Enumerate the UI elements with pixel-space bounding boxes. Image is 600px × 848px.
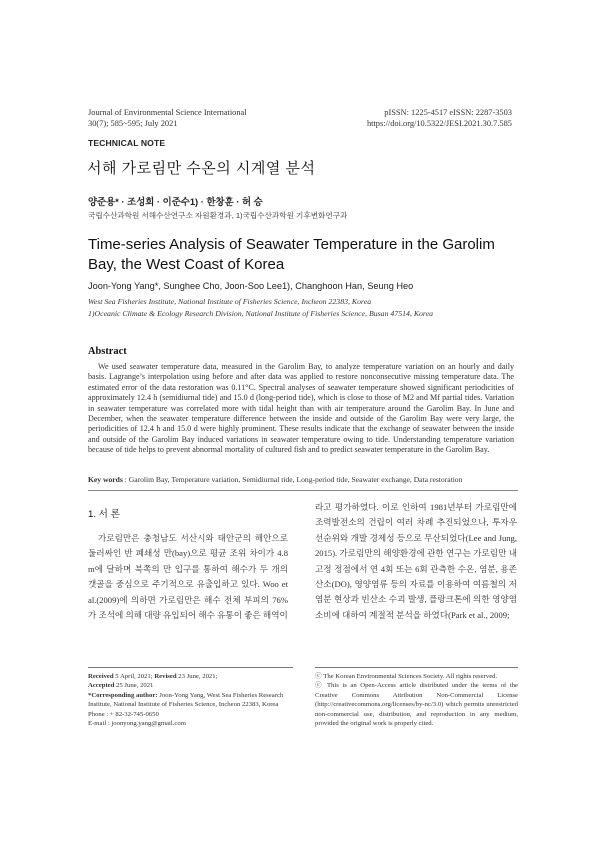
received-date: 5 April, 2021; — [113, 673, 155, 680]
copyright-line: ⓒ The Korean Environmental Sciences Society. All rights reserved. — [315, 673, 498, 680]
keywords-text: : Garolim Bay, Temperature variation, Semidiurnal tide, Long-period tide, Seawater exchange, Data restoration — [122, 475, 463, 484]
korean-affiliation: 국립수산과학원 서해수산연구소 자원환경과, 1)국립수산과학원 기후변화연구과 — [88, 211, 348, 220]
email[interactable]: E-mail : joonyong.yang@gmail.com — [88, 720, 186, 728]
accepted-label: Accepted — [88, 682, 115, 690]
footer-divider-right — [315, 667, 518, 668]
intro-paragraph-left: 가로림만은 충청남도 서산시와 태안군의 해안으로 둘러싸인 반 폐쇄성 만(bay)으로 평균 조위 차이가 4.8 m에 달하며 북쪽의 만 입구를 통하여 해수가 두 개의 갯골을 중심으로 주기적으로 유출입하고 있다. Woo et al.(2009)에 의하면 가로림만은 해수 전체 부피의 76%가 조석에 의해 대량 유입되어 해수 유통이 좋은 해역이 — [88, 533, 288, 621]
doi-link[interactable]: https://doi.org/10.5322/JESI.2021.30.7.585 — [366, 119, 512, 128]
korean-authors: 양준용* · 조성희 · 이준수1) · 한창훈 · 허 승 — [88, 196, 263, 207]
body-column-right — [315, 500, 517, 623]
revised-label: Revised — [154, 673, 177, 680]
abstract-body — [88, 362, 514, 456]
affiliation-2: 1)Oceanic Climate & Ecology Research Division, National Institute of Fisheries Science, Busan 47514, Korea — [88, 309, 434, 318]
license-text: ⓒ This is an Open-Access article distributed under the terms of the Creative Commons Attribution Non-Commercial License (http://creativecommons.org/licenses/by-nc/3.0) which permits unrestricted non-commercial use, distribution, and reproduction in any medium, provided the original work is properly cited. — [315, 682, 518, 728]
revised-date: 23 June, 2021; — [176, 673, 218, 680]
intro-paragraph-right: 라고 평가하였다. 이로 인하여 1981년부터 가로림만에 조력발전소의 건립이 여러 차례 추진되었으나, 투자우선순위와 개발 경제성 등으로 무산되었다(Lee and Jung, 2015). 가로림만의 해양환경에 관한 연구는 가로림만 내 고정 정점에서 연 4회 또는 6회 관측한 수온, 염분, 용존산소(DO), 영양염류 등의 자료를 이용하여 여름철의 저염분 현상과 빈산소 수괴 발생, 플랑크톤에 의한 영양염 소비에 대하여 계절적 분석을 하였다(Park et al., 2009; — [315, 502, 517, 620]
footnote-copyright — [315, 672, 518, 728]
affiliation-1: West Sea Fisheries Institute, National Institute of Fisheries Science, Incheon 22383, Korea — [88, 297, 372, 306]
english-authors: Joon-Yong Yang*, Sunghee Cho, Joon-Soo Lee1), Changhoon Han, Seung Heo — [88, 281, 414, 291]
english-affiliations — [88, 296, 518, 320]
accepted-line — [88, 681, 293, 690]
phone: Phone : + 82-32-745-0650 — [88, 710, 159, 718]
abstract-text: We used seawater temperature data, measured in the Garolim Bay, to analyze temperature variation on an hourly and daily basis. Lagrange’s interpolation using before and after data was applied to restore nonconsecutive missing temperature data. The estimated error of the data restoration was 0.11°C. Spectral analyses of seawater temperature showed significant periodicities of approximately 12.4 h (semidiurnal tide) and 15.0 d (long-period tide), which is close to those of M2 and Mf partial tides. Variation in seawater temperature was correlated more with tidal height than with air temperature around the Garolim Bay. In June and December, when the seawater temperature difference between the inside and outside of the Garolim Bay were very large, the periodicities of 12.4 h and 15.0 d were highly prominent. These results indicate that the exchange of seawater between the inside and outside of the Garolim Bay induced variations in seawater temperature owing to tide. Understanding temperature variation because of tide helps to prevent abnormal mortality of cultured fish and to predict seawater temperature in the Garolim Bay. — [88, 362, 514, 455]
korean-title: 서해 가로림만 수온의 시계열 분석 — [87, 160, 316, 177]
section-heading: 1. 서 론 — [88, 509, 120, 520]
abstract-heading: Abstract — [88, 346, 127, 357]
corresponding-label: *Corresponding author: — [88, 691, 158, 699]
issn-text: pISSN: 1225-4517 eISSN: 2287-3503 — [384, 108, 512, 117]
footnote-article-info — [88, 672, 293, 728]
keywords-divider — [88, 490, 518, 491]
body-column-left — [88, 531, 288, 623]
journal-header — [88, 107, 247, 129]
article-type: TECHNICAL NOTE — [88, 138, 166, 148]
english-title: Time-series Analysis of Seawater Temperature in the Garolim Bay, the West Coast of Korea — [88, 236, 495, 273]
journal-name: Journal of Environmental Science International — [88, 108, 247, 117]
corresponding-author — [88, 691, 293, 710]
journal-volume: 30(7); 585~595; July 2021 — [88, 119, 178, 128]
keywords-label: Key words — [88, 475, 123, 484]
received-line — [88, 672, 293, 681]
footer-divider-left — [88, 667, 293, 668]
received-label: Received — [88, 673, 114, 680]
accepted-date: 25 June, 2021 — [114, 682, 154, 690]
keywords — [88, 475, 518, 484]
corresponding-text: Joon-Yong Yang, West Sea Fisheries Research Institute, National Institute of Fisheries Science, Incheon 22383, Korea — [88, 691, 284, 709]
issn-header — [367, 107, 512, 129]
